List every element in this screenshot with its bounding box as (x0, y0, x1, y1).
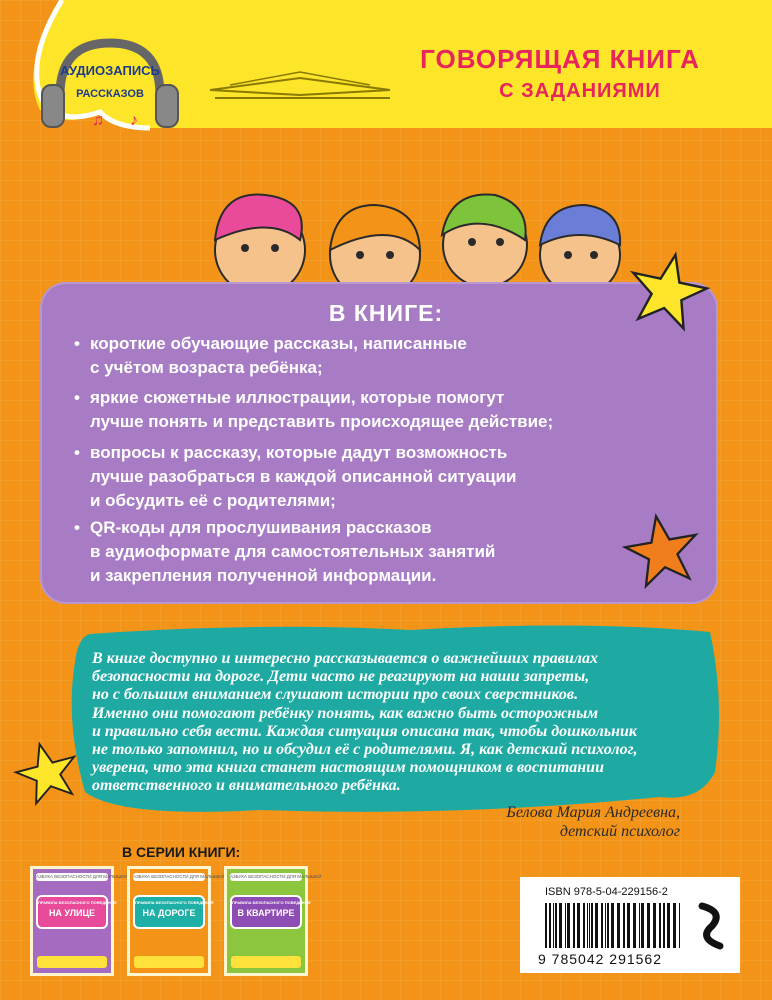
star-icon (628, 250, 708, 330)
barcode-bar (607, 903, 609, 948)
barcode-bar (641, 903, 644, 948)
barcode-bar (639, 903, 640, 948)
features-heading: В КНИГЕ: (328, 300, 444, 326)
feature-item: • QR-коды для прослушивания рассказов в аудиоформате для самостоятельных занятий и закрепления полученной информации. (74, 518, 496, 585)
feature-item: • короткие обучающие рассказы, написанные с учётом возраста ребёнка; (74, 334, 467, 377)
badge-top-text: АУДИОЗАПИСЬ (60, 63, 160, 78)
barcode-bars (545, 903, 685, 948)
barcode-bar (583, 903, 585, 948)
barcode-bar (679, 903, 680, 948)
barcode-bar (667, 903, 670, 948)
review-author-role: детский психолог (559, 823, 680, 840)
music-note-icon: ♪ (130, 112, 138, 129)
barcode-bar (577, 903, 580, 948)
review-author: Белова Мария Андреевна, (506, 804, 680, 821)
feature-item: • яркие сюжетные иллюстрации, которые помогут лучше понять и представить происходящее действие; (74, 388, 554, 431)
isbn-text: ISBN 978-5-04-229156-2 (545, 886, 668, 898)
badge-bottom-text: РАССКАЗОВ (76, 88, 144, 100)
book-title: ГОВОРЯЩАЯ КНИГА (420, 44, 700, 74)
feature-item: • вопросы к рассказу, которые дадут возможность лучше разобраться в каждой описанной ситуации и обсудить её с родителями; (74, 443, 517, 510)
book-subtitle: С ЗАДАНИЯМИ (499, 80, 661, 102)
barcode-bar (623, 903, 625, 948)
barcode-bar (647, 903, 650, 948)
barcode-bar (601, 903, 603, 948)
barcode-bar (653, 903, 656, 948)
ean-number: 9 785042 291562 (538, 951, 662, 967)
star-icon (622, 512, 702, 588)
barcode-bar (559, 903, 562, 948)
series-book-cover: АЗБУКА БЕЗОПАСНОСТИ ДЛЯ МАЛЫШЕЙ ПРАВИЛА БЕЗОПАСНОГО ПОВЕДЕНИЯ НА УЛИЦЕ (30, 866, 114, 976)
barcode-bar (587, 903, 588, 948)
headphones-icon (30, 35, 190, 135)
barcode-bar (617, 903, 620, 948)
barcode-bar (567, 903, 570, 948)
barcode-bar (605, 903, 606, 948)
barcode-bar (611, 903, 614, 948)
barcode-bar (545, 903, 547, 948)
barcode-bar (627, 903, 630, 948)
barcode-bar (659, 903, 661, 948)
kids-illustration (150, 180, 710, 290)
barcode-bar (633, 903, 636, 948)
barcode-bar (573, 903, 575, 948)
barcode-bar (595, 903, 598, 948)
music-note-icon: ♫ (92, 112, 104, 129)
series-book-cover: АЗБУКА БЕЗОПАСНОСТИ ДЛЯ МАЛЫШЕЙ ПРАВИЛА БЕЗОПАСНОГО ПОВЕДЕНИЯ В КВАРТИРЕ (224, 866, 308, 976)
barcode-bar (663, 903, 665, 948)
barcode-bar (589, 903, 590, 948)
barcode-bar (553, 903, 554, 948)
barcode-bar (555, 903, 557, 948)
publisher-logo-icon (690, 900, 730, 952)
barcode-bar (565, 903, 566, 948)
review-text: В книге доступно и интересно рассказывается о важнейших правилах безопасности на дороге. Дети часто не реагируют на наши запреты, но с большим вниманием слушают истории про своих сверстников. Именно они помогают ребёнку понять, как важно быть осторожным и правильно себя вести. Каждая ситуация описана так, чтобы дошкольник не только запомнил, но и обсудил её с родителями. Я, как детский психолог, уверена, что эта книга станет настоящим помощником в воспитании ответственного и внимательного ребёнка. (92, 650, 638, 795)
series-book-cover: АЗБУКА БЕЗОПАСНОСТИ ДЛЯ МАЛЫШЕЙ ПРАВИЛА БЕЗОПАСНОГО ПОВЕДЕНИЯ НА ДОРОГЕ (127, 866, 211, 976)
barcode-bar (591, 903, 593, 948)
barcode-bar (549, 903, 551, 948)
barcode-bar (673, 903, 676, 948)
series-heading: В СЕРИИ КНИГИ: (122, 844, 241, 860)
